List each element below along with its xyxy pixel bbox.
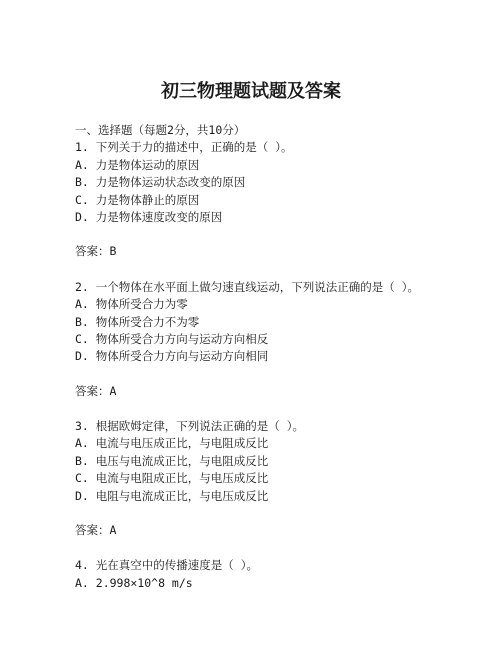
document-title: 初三物理题试题及答案 (161, 81, 341, 102)
question-2 (75, 279, 475, 400)
answer: 答案：A (75, 523, 117, 538)
option-d: D. 电阻与电流成正比，与电压成反比 (75, 488, 269, 503)
question-stem: 2. 一个物体在水平面上做匀速直线运动，下列说法正确的是（ ）。 (75, 279, 419, 294)
question-stem: 1. 下列关于力的描述中，正确的是（ ）。 (75, 140, 293, 155)
option-c: C. 力是物体静止的原因 (75, 192, 200, 207)
question-1 (75, 139, 475, 260)
option-c: C. 电流与电阻成正比，与电压成反比 (75, 471, 269, 486)
document-content (75, 122, 475, 592)
option-d: D. 物体所受合力方向与运动方向相同 (75, 349, 269, 364)
question-stem: 3. 根据欧姆定律，下列说法正确的是（ ）。 (75, 419, 304, 434)
answer: 答案：A (75, 383, 117, 398)
question-3 (75, 418, 475, 539)
option-a: A. 2.998×10^8 m/s (75, 575, 193, 590)
option-b: B. 物体所受合力不为零 (75, 314, 200, 329)
answer: 答案：B (75, 244, 117, 259)
option-d: D. 力是物体速度改变的原因 (75, 209, 223, 224)
option-a: A. 电流与电压成正比，与电阻成反比 (75, 436, 269, 451)
option-b: B. 电压与电流成正比，与电阻成反比 (75, 453, 269, 468)
option-b: B. 力是物体运动状态改变的原因 (75, 175, 246, 190)
question-stem: 4. 光在真空中的传播速度是（ ）。 (75, 558, 258, 573)
option-c: C. 物体所受合力方向与运动方向相反 (75, 331, 269, 346)
option-a: A. 力是物体运动的原因 (75, 157, 200, 172)
question-4 (75, 557, 475, 592)
option-a: A. 物体所受合力为零 (75, 297, 188, 312)
section-heading: 一、选择题（每题2分，共10分） (75, 123, 246, 137)
